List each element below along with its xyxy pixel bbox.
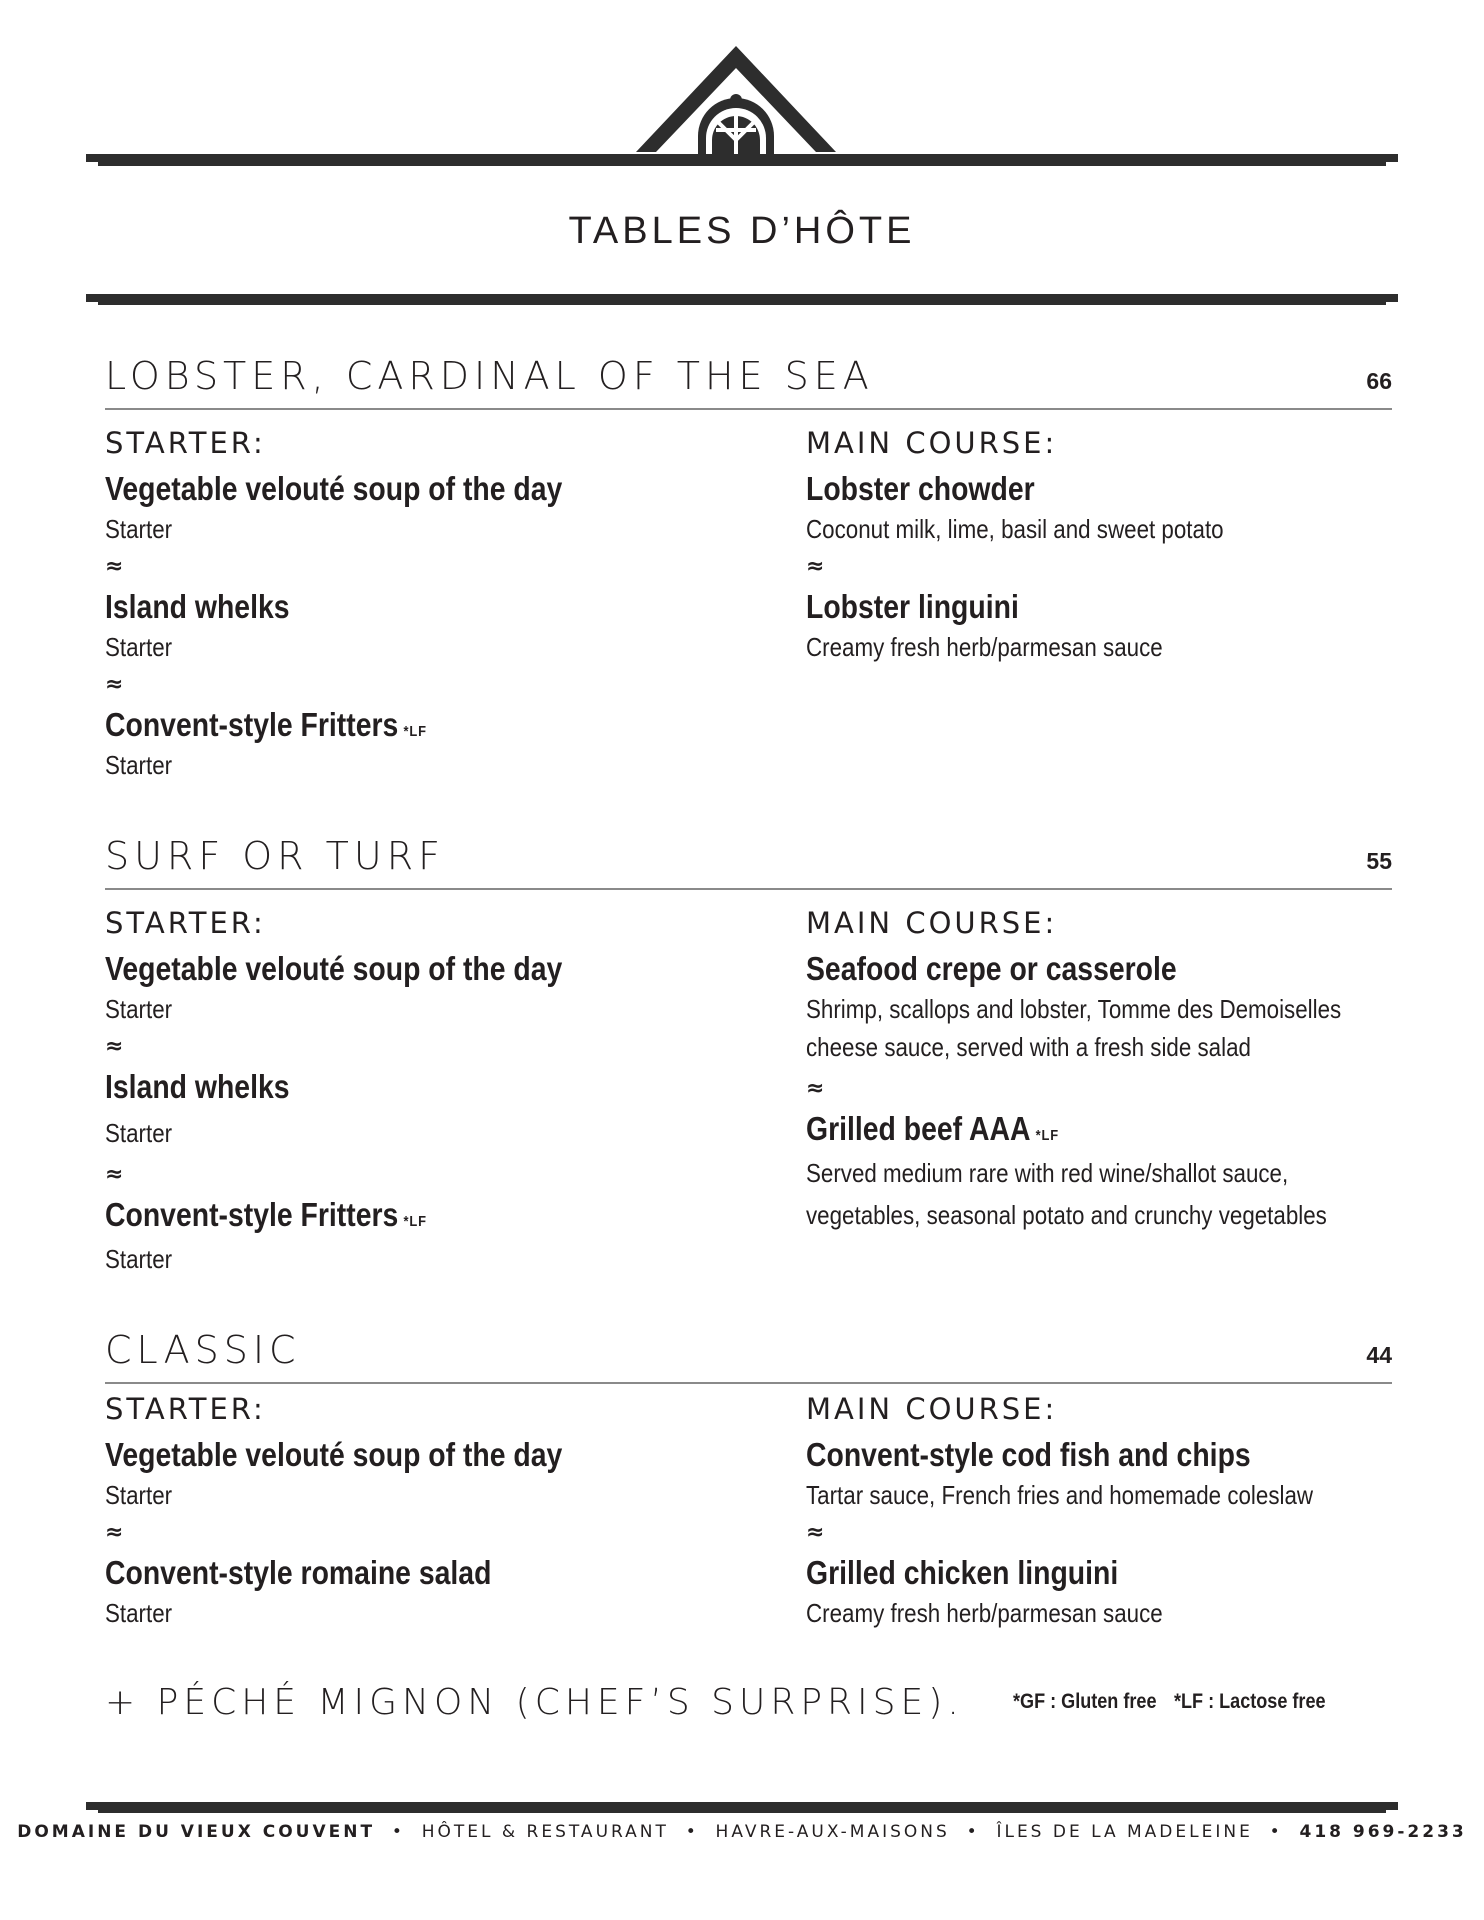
header-divider-thin [98, 302, 1386, 305]
main-course-heading: MAIN COURSE: [806, 906, 1058, 940]
page-title: TABLES D’HÔTE [568, 210, 916, 252]
menu-item-desc-line2: cheese sauce, served with a fresh side salad [806, 1032, 1251, 1062]
bullet-separator: • [1269, 1822, 1283, 1842]
section-title: SURF OR TURF [105, 834, 445, 878]
menu-item-desc: Starter [105, 1244, 173, 1274]
separator-mark: ≈ [105, 554, 124, 579]
peche-mignon-note: + PÉCHÉ MIGNON (CHEF’S SURPRISE). [105, 1682, 964, 1723]
separator-mark: ≈ [105, 1520, 124, 1545]
section-title: CLASSIC [105, 1328, 301, 1372]
section-rule [105, 1382, 1392, 1384]
main-course-heading: MAIN COURSE: [806, 1392, 1058, 1426]
footer-divider-thin [98, 1810, 1386, 1813]
footer-divider [86, 1802, 1398, 1810]
menu-item-desc: Creamy fresh herb/parmesan sauce [806, 1598, 1163, 1628]
menu-item-name: Island whelks [105, 588, 290, 625]
menu-item-name-text: Grilled beef AAA [806, 1110, 1031, 1147]
menu-item-name: Vegetable velouté soup of the day [105, 1436, 563, 1473]
lactose-free-tag: *LF [403, 723, 427, 740]
menu-item-name [105, 1196, 427, 1234]
menu-item-name: Grilled chicken linguini [806, 1554, 1119, 1591]
menu-item-name: Convent-style cod fish and chips [806, 1436, 1251, 1473]
footer-establishment-name: DOMAINE DU VIEUX COUVENT [17, 1822, 376, 1842]
menu-item-name: Vegetable velouté soup of the day [105, 950, 563, 987]
bullet-separator: • [685, 1822, 699, 1842]
lactose-free-tag: *LF [403, 1213, 427, 1230]
bullet-separator: • [966, 1822, 980, 1842]
separator-mark: ≈ [105, 1034, 124, 1059]
menu-item-desc: Starter [105, 1118, 173, 1148]
section-price: 55 [1366, 848, 1392, 874]
menu-item-desc: Starter [105, 1480, 173, 1510]
footer-region: ÎLES DE LA MADELEINE [996, 1822, 1253, 1842]
gluten-free-legend: *GF : Gluten free [1013, 1690, 1157, 1713]
menu-item-desc: Starter [105, 514, 173, 544]
menu-item-name: Convent-style romaine salad [105, 1554, 492, 1591]
starter-heading: STARTER: [105, 1392, 266, 1426]
section-rule [105, 888, 1392, 890]
footer-phone: 418 969-2233 [1299, 1822, 1467, 1842]
separator-mark: ≈ [806, 554, 825, 579]
starter-heading: STARTER: [105, 426, 266, 460]
footer-town: HAVRE-AUX-MAISONS [715, 1822, 950, 1842]
menu-item-desc: Starter [105, 750, 173, 780]
menu-item-name [105, 706, 427, 744]
section-rule [105, 408, 1392, 410]
menu-item-name-text: Convent-style Fritters [105, 706, 399, 743]
menu-item-desc: Shrimp, scallops and lobster, Tomme des Demoiselles [806, 994, 1342, 1024]
menu-item-desc-line2: vegetables, seasonal potato and crunchy vegetables [806, 1200, 1327, 1230]
starter-heading: STARTER: [105, 906, 266, 940]
separator-mark: ≈ [105, 1162, 124, 1187]
separator-mark: ≈ [806, 1076, 825, 1101]
menu-item-name: Lobster linguini [806, 588, 1019, 625]
section-title: LOBSTER, CARDINAL OF THE SEA [105, 354, 874, 398]
main-course-heading: MAIN COURSE: [806, 426, 1058, 460]
menu-item-desc: Creamy fresh herb/parmesan sauce [806, 632, 1163, 662]
menu-item-desc: Served medium rare with red wine/shallot sauce, [806, 1158, 1289, 1188]
footer-establishment-type: HÔTEL & RESTAURANT [421, 1822, 669, 1842]
menu-item-desc: Starter [105, 632, 173, 662]
menu-item-desc: Coconut milk, lime, basil and sweet potato [806, 514, 1224, 544]
menu-item-name: Island whelks [105, 1068, 290, 1105]
section-price: 44 [1366, 1342, 1392, 1368]
header-divider [86, 294, 1398, 302]
bullet-separator: • [391, 1822, 405, 1842]
convent-roof-logo [86, 44, 1398, 174]
menu-item-name: Vegetable velouté soup of the day [105, 470, 563, 507]
menu-item-name: Seafood crepe or casserole [806, 950, 1177, 987]
menu-item-name: Lobster chowder [806, 470, 1035, 507]
menu-item-desc: Tartar sauce, French fries and homemade coleslaw [806, 1480, 1314, 1510]
menu-item-desc: Starter [105, 1598, 173, 1628]
menu-item-name-text: Convent-style Fritters [105, 1196, 399, 1233]
menu-item-name [806, 1110, 1059, 1148]
separator-mark: ≈ [105, 672, 124, 697]
footer-address [0, 1822, 1484, 1842]
section-price: 66 [1366, 368, 1392, 394]
lactose-free-tag: *LF [1035, 1127, 1059, 1144]
separator-mark: ≈ [806, 1520, 825, 1545]
lactose-free-legend: *LF : Lactose free [1174, 1690, 1326, 1713]
menu-item-desc: Starter [105, 994, 173, 1024]
